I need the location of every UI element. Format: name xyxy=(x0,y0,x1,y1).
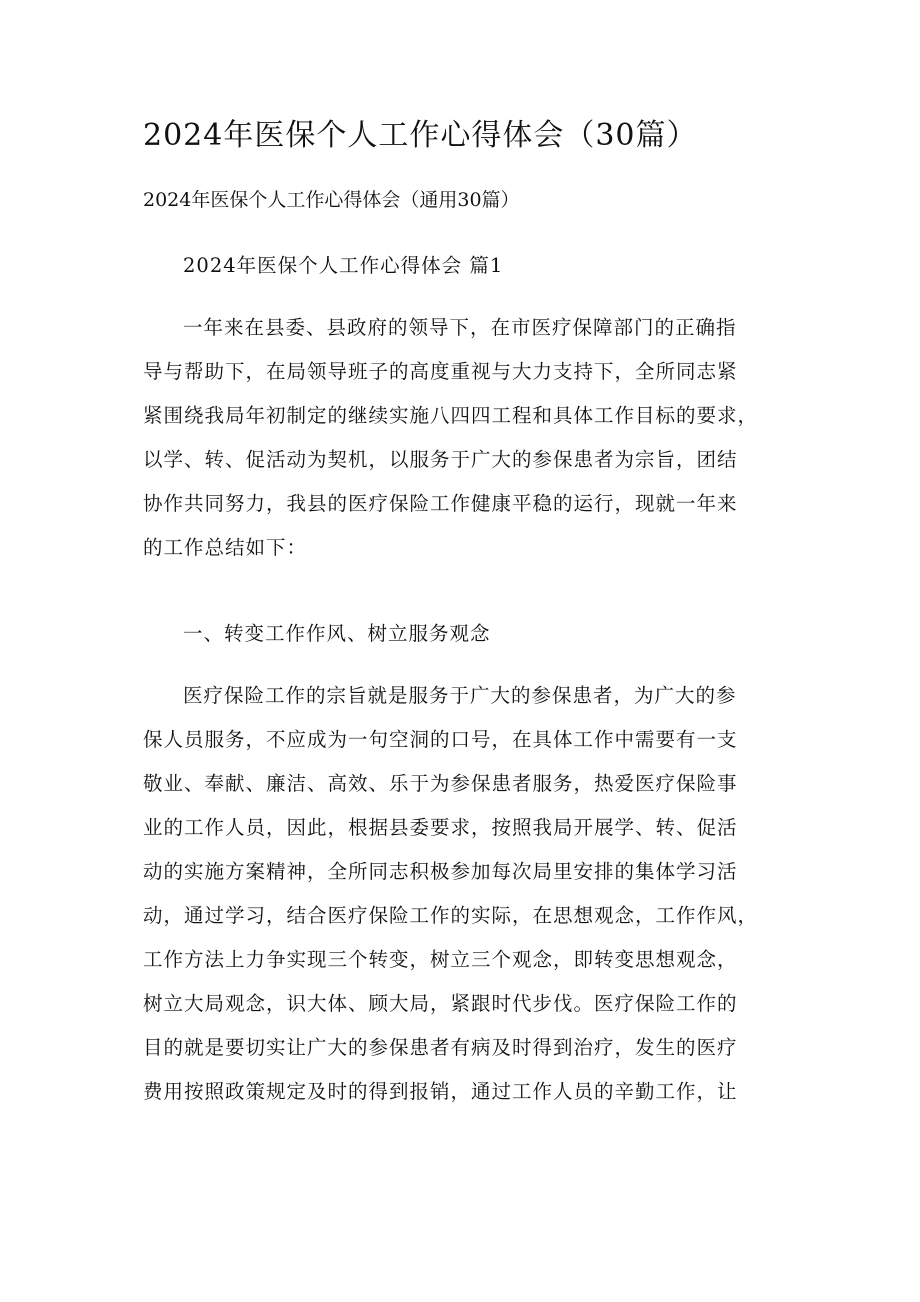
paragraph1-line: 的工作总结如下： xyxy=(143,536,308,559)
paragraph2-line: 医疗保险工作的宗旨就是服务于广大的参保患者，为广大的参 xyxy=(183,684,737,707)
paragraph1-line: 紧围绕我局年初制定的继续实施八四四工程和具体工作目标的要求， xyxy=(143,404,759,427)
paragraph1-line: 以学、转、促活动为契机，以服务于广大的参保患者为宗旨，团结 xyxy=(143,448,738,471)
paragraph2-line: 业的工作人员，因此，根据县委要求，按照我局开展学、转、促活 xyxy=(143,816,738,839)
section-heading: 2024年医保个人工作心得体会 篇1 xyxy=(183,254,504,277)
paragraph2-line: 动，通过学习，结合医疗保险工作的实际，在思想观念，工作作风， xyxy=(143,904,759,927)
paragraph1-line: 协作共同努力，我县的医疗保险工作健康平稳的运行，现就一年来 xyxy=(143,492,738,515)
paragraph2-line: 目的就是要切实让广大的参保患者有病及时得到治疗，发生的医疗 xyxy=(143,1036,738,1059)
paragraph1-line: 一年来在县委、县政府的领导下，在市医疗保障部门的正确指 xyxy=(183,316,737,339)
paragraph2-line: 树立大局观念，识大体、顾大局，紧跟时代步伐。医疗保险工作的 xyxy=(143,992,738,1015)
paragraph2-line: 费用按照政策规定及时的得到报销，通过工作人员的辛勤工作，让 xyxy=(143,1080,738,1103)
document-title: 2024年医保个人工作心得体会（30篇） xyxy=(143,118,698,153)
paragraph2-line: 动的实施方案精神，全所同志积极参加每次局里安排的集体学习活 xyxy=(143,860,738,883)
heading-one: 一、转变工作作风、树立服务观念 xyxy=(183,622,491,645)
paragraph1-line: 导与帮助下，在局领导班子的高度重视与大力支持下，全所同志紧 xyxy=(143,360,738,383)
paragraph2-line: 敬业、奉献、廉洁、高效、乐于为参保患者服务，热爱医疗保险事 xyxy=(143,772,738,795)
paragraph2-line: 工作方法上力争实现三个转变，树立三个观念，即转变思想观念， xyxy=(143,948,738,971)
document-subtitle: 2024年医保个人工作心得体会（通用30篇） xyxy=(143,189,520,211)
paragraph2-line: 保人员服务，不应成为一句空洞的口号，在具体工作中需要有一支 xyxy=(143,728,738,751)
